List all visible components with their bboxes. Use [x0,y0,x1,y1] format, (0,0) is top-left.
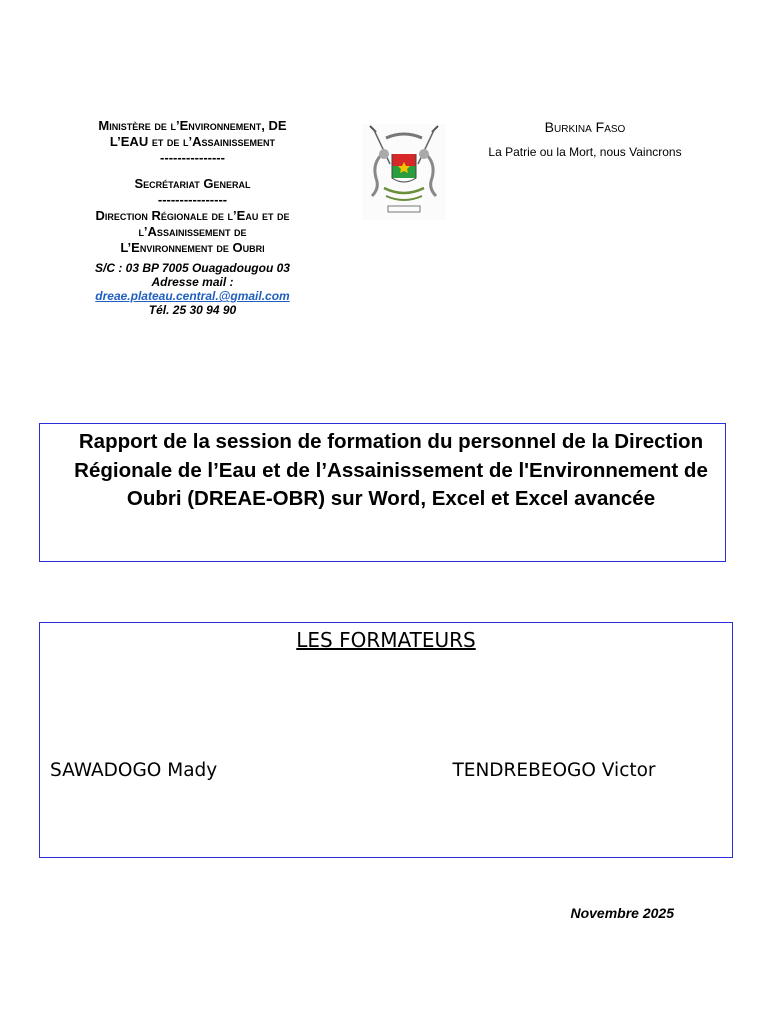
ministry-name-line1: Ministère de l’Environnement, DE [98,118,287,133]
direction-line3: L’Environnement de Oubri [120,240,265,255]
country-name: Burkina Faso [544,119,626,135]
country-header [470,118,700,160]
separator-2: ---------------- [157,192,228,207]
national-motto: La Patrie ou la Mort, nous Vaincrons [488,145,682,159]
ministry-header [50,118,335,317]
email-link[interactable]: dreae.plateau.central.@gmail.com [95,289,290,303]
trainer-names: SAWADOGO Mady TENDREBEOGO Victor [50,760,656,781]
trainers-box [39,622,733,858]
postal-address: S/C : 03 BP 7005 Ouagadougou 03 [95,261,290,275]
separator-1: --------------- [160,150,225,165]
burkina-faso-coat-of-arms-icon [362,124,446,220]
trainers-heading: LES FORMATEURS [296,628,476,652]
report-date: Novembre 2025 [570,905,674,921]
phone-number: Tél. 25 30 94 90 [148,303,237,317]
report-title-box [39,423,726,562]
direction-line1: Direction Régionale de l’Eau et de [95,208,290,223]
secretariat-general: Secrétariat General [134,176,251,191]
report-title: Rapport de la session de formation du personnel de la Direction Régionale de l’Eau et de l’Assainissement de l'Environnement de Oubri (DREAE-OBR) sur Word, Excel et Excel avancée [74,430,708,510]
contact-block [50,261,335,317]
ministry-name-line2: L’EAU et de l’Assainissement [109,134,276,149]
direction-line2: l’Assainissement de [138,224,247,239]
email-label: Adresse mail : [151,275,234,289]
